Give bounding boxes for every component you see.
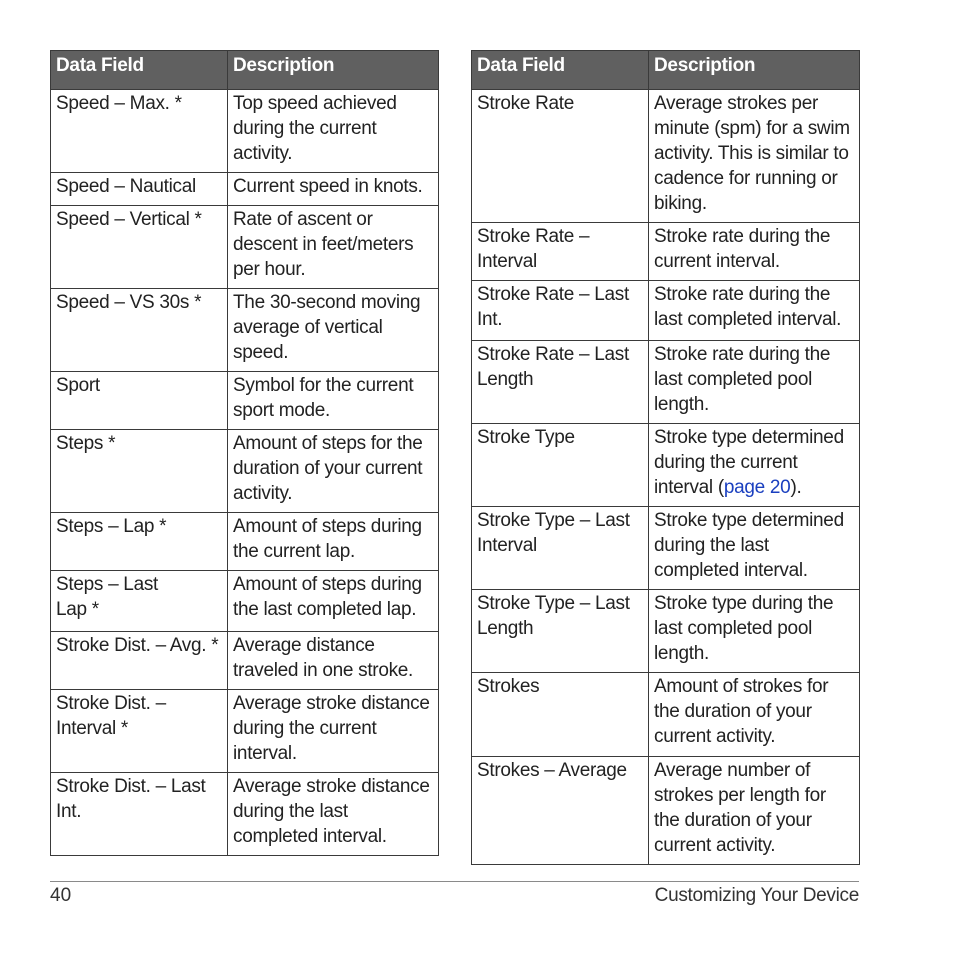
- table-row: [472, 507, 860, 590]
- data-field-table-right: [471, 50, 860, 865]
- field-description: Stroke rate during the last completed pool length.: [649, 341, 860, 424]
- field-name: Stroke Rate – Last Int.: [472, 281, 649, 341]
- field-name: Steps – Lap *: [51, 513, 228, 571]
- table-row: [51, 632, 439, 690]
- table-row: [472, 341, 860, 424]
- field-description: Stroke type during the last completed pool length.: [649, 590, 860, 673]
- table-row: [472, 281, 860, 341]
- field-description: Stroke rate during the last completed interval.: [649, 281, 860, 341]
- field-name: Stroke Dist. – Avg. *: [51, 632, 228, 690]
- field-name: Steps – Last Lap *: [51, 571, 228, 632]
- footer-section-title: Customizing Your Device: [654, 885, 859, 906]
- table-row: [51, 773, 439, 856]
- page-number: 40: [50, 885, 72, 906]
- field-name: Speed – Nautical: [51, 173, 228, 206]
- field-description: Stroke type determined during the last completed interval.: [649, 507, 860, 590]
- table-row: [51, 90, 439, 173]
- field-name: Stroke Rate – Last Length: [472, 341, 649, 424]
- field-name: Speed – Max. *: [51, 90, 228, 173]
- field-description: Average number of strokes per length for the duration of your current activity.: [649, 757, 860, 865]
- table-header-row: [51, 51, 439, 90]
- field-name: Stroke Rate – Interval: [472, 223, 649, 281]
- table-row: [51, 372, 439, 430]
- field-description: Amount of steps for the duration of your current activity.: [228, 430, 439, 513]
- field-description: Average stroke distance during the current interval.: [228, 690, 439, 773]
- table-row: [472, 223, 860, 281]
- field-description: The 30-second moving average of vertical speed.: [228, 289, 439, 372]
- field-name: Strokes: [472, 673, 649, 757]
- field-name: Stroke Rate: [472, 90, 649, 223]
- field-name: Speed – VS 30s *: [51, 289, 228, 372]
- field-name: Stroke Dist. – Interval *: [51, 690, 228, 773]
- field-description: Rate of ascent or descent in feet/meters per hour.: [228, 206, 439, 289]
- table-row: [472, 590, 860, 673]
- table-row: [472, 673, 860, 757]
- page-20-link[interactable]: page 20: [723, 477, 791, 498]
- field-description: Average stroke distance during the last completed interval.: [228, 773, 439, 856]
- field-name: Strokes – Average: [472, 757, 649, 865]
- field-description: Average distance traveled in one stroke.: [228, 632, 439, 690]
- header-data-field: Data Field: [51, 51, 228, 90]
- field-description: Amount of steps during the current lap.: [228, 513, 439, 571]
- field-description: Stroke rate during the current interval.: [649, 223, 860, 281]
- field-name: Steps *: [51, 430, 228, 513]
- field-description: Current speed in knots.: [228, 173, 439, 206]
- description-text: ).: [790, 477, 802, 498]
- table-row: [51, 690, 439, 773]
- field-description: Symbol for the current sport mode.: [228, 372, 439, 430]
- table-row: [472, 90, 860, 223]
- header-description: Description: [228, 51, 439, 90]
- header-description: Description: [649, 51, 860, 90]
- footer-divider: [50, 881, 859, 882]
- description-text: Stroke type determined during the current interval (: [654, 427, 844, 498]
- table-header-row: [472, 51, 860, 90]
- field-description: Amount of strokes for the duration of your current activity.: [649, 673, 860, 757]
- field-description: Amount of steps during the last completed lap.: [228, 571, 439, 632]
- field-description: Top speed achieved during the current activity.: [228, 90, 439, 173]
- table-row: [51, 289, 439, 372]
- table-row: [51, 206, 439, 289]
- table-row: [472, 424, 860, 507]
- field-name: Stroke Type: [472, 424, 649, 507]
- field-description: [649, 424, 860, 507]
- table-row: [51, 571, 439, 632]
- table-row: [51, 173, 439, 206]
- data-field-table-left: [50, 50, 439, 856]
- table-row: [51, 430, 439, 513]
- field-name: Stroke Type – Last Length: [472, 590, 649, 673]
- field-name: Stroke Type – Last Interval: [472, 507, 649, 590]
- field-description: Average strokes per minute (spm) for a swim activity. This is similar to cadence for running or biking.: [649, 90, 860, 223]
- table-row: [472, 757, 860, 865]
- field-name: Sport: [51, 372, 228, 430]
- field-name: Stroke Dist. – Last Int.: [51, 773, 228, 856]
- table-row: [51, 513, 439, 571]
- header-data-field: Data Field: [472, 51, 649, 90]
- field-name: Speed – Vertical *: [51, 206, 228, 289]
